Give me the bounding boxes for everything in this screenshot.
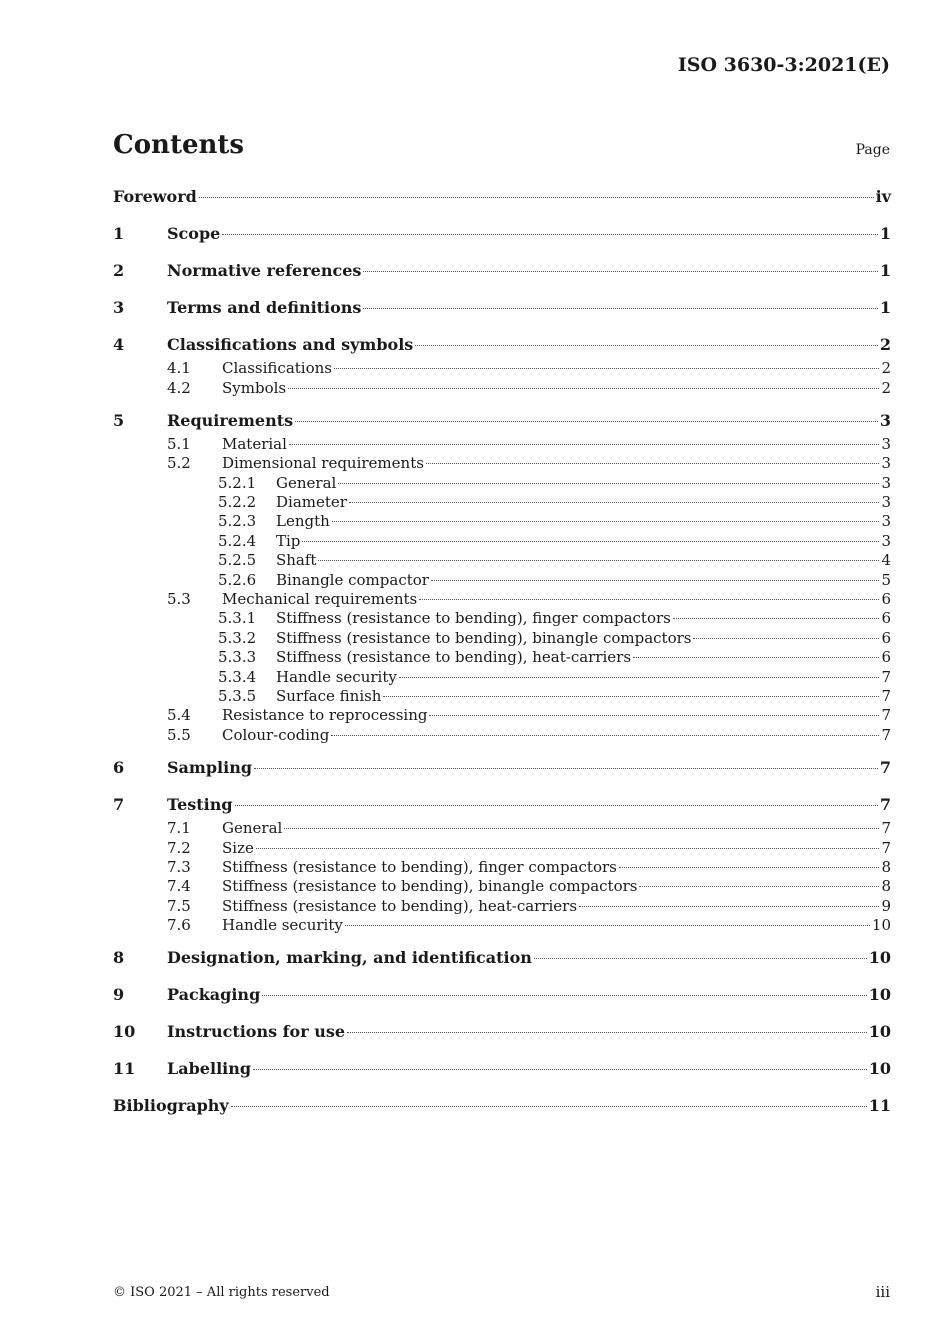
toc-entry[interactable]: [113, 668, 891, 687]
footer-page-number: iii: [875, 1283, 890, 1301]
toc-entry-page[interactable]: 3: [881, 434, 891, 453]
toc-entry-page[interactable]: 8: [881, 857, 891, 876]
toc-entry-number: 5.2.4: [218, 531, 257, 550]
toc-entry-number: 5.2.5: [218, 551, 257, 570]
dot-leader: [383, 696, 879, 697]
toc-entry-page[interactable]: 7: [881, 725, 891, 744]
toc-entry-page[interactable]: 3: [881, 531, 891, 550]
toc-entry[interactable]: [113, 359, 891, 378]
toc-entry-number: 10: [113, 1022, 136, 1042]
toc-entry-title[interactable]: Diameter: [276, 493, 347, 512]
toc-entry-title[interactable]: Bibliography: [113, 1096, 229, 1116]
toc-entry-page[interactable]: 7: [881, 838, 891, 857]
toc-entry-title[interactable]: Packaging: [167, 985, 261, 1005]
toc-entry-number: 1: [113, 223, 125, 243]
dot-leader: [347, 1032, 867, 1033]
toc-entry-page[interactable]: 10: [868, 985, 891, 1005]
dot-leader: [363, 271, 877, 272]
toc-entry[interactable]: [113, 1055, 891, 1083]
toc-entry-page[interactable]: 2: [881, 378, 891, 397]
dot-leader: [363, 308, 877, 309]
toc-entry-number: 7.2: [167, 838, 191, 857]
toc-entry-number: 5.3: [167, 590, 191, 609]
toc-entry-page[interactable]: 10: [868, 948, 891, 968]
toc-entry-number: 8: [113, 948, 125, 968]
toc-entry-page[interactable]: 8: [881, 877, 891, 896]
toc-entry-number: 6: [113, 757, 125, 777]
dot-leader: [399, 677, 880, 678]
toc-entry-number: 5.2.3: [218, 512, 257, 531]
toc-entry-page[interactable]: 11: [868, 1096, 891, 1116]
document-id: ISO 3630-3:2021(E): [677, 54, 890, 76]
toc-entry-page[interactable]: 2: [881, 359, 891, 378]
toc-entry[interactable]: [113, 687, 891, 706]
toc-entry[interactable]: [113, 407, 891, 435]
toc-entry[interactable]: [113, 1092, 891, 1120]
dot-leader: [639, 886, 879, 887]
toc-entry-number: 5.3.2: [218, 628, 257, 647]
toc-entry-number: 2: [113, 260, 125, 280]
dot-leader: [331, 735, 879, 736]
toc-entry-page[interactable]: 10: [871, 916, 891, 935]
page-column-label: Page: [855, 142, 890, 158]
toc-entry-title[interactable]: Requirements: [167, 410, 294, 430]
toc-entry-number: 7.4: [167, 877, 191, 896]
toc-entry-title[interactable]: Labelling: [167, 1059, 252, 1079]
toc-entry[interactable]: [113, 839, 891, 858]
toc-entry[interactable]: [113, 551, 891, 570]
dot-leader: [318, 560, 879, 561]
dot-leader: [262, 995, 866, 996]
dot-leader: [222, 234, 878, 235]
dot-leader: [349, 502, 880, 503]
toc-entry-page[interactable]: 6: [881, 609, 891, 628]
dot-leader: [231, 1106, 867, 1107]
toc-entry-number: 5.2.1: [218, 473, 257, 492]
copyright-notice: © ISO 2021 – All rights reserved: [113, 1285, 330, 1300]
toc-entry-number: 5.2.2: [218, 493, 257, 512]
toc-entry-page[interactable]: 7: [881, 706, 891, 725]
toc-entry-number: 4: [113, 334, 125, 354]
toc-entry-number: 5.3.1: [218, 609, 257, 628]
dot-leader: [256, 848, 880, 849]
dot-leader: [332, 521, 880, 522]
toc-entry[interactable]: [113, 183, 891, 211]
toc-entry-page[interactable]: 3: [881, 454, 891, 473]
contents-title: Contents: [113, 130, 245, 160]
dot-leader: [288, 388, 879, 389]
toc-entry-title[interactable]: Symbols: [222, 378, 287, 397]
toc-entry-number: 7: [113, 794, 125, 814]
toc-entry-title[interactable]: Scope: [167, 223, 221, 243]
dot-leader: [633, 657, 879, 658]
toc-entry-title[interactable]: Size: [222, 838, 254, 857]
dot-leader: [426, 463, 880, 464]
toc-entry-title[interactable]: Length: [276, 512, 330, 531]
toc-entry-page[interactable]: 7: [879, 794, 891, 814]
toc-entry-title[interactable]: Stiffness (resistance to bending), heat-carriers: [222, 896, 578, 915]
toc-entry-title[interactable]: Classifications: [222, 359, 332, 378]
toc-entry-number: 5.3.3: [218, 648, 257, 667]
dot-leader: [419, 599, 879, 600]
toc-entry-page[interactable]: 3: [881, 512, 891, 531]
toc-entry-number: 7.6: [167, 916, 191, 935]
toc-entry-title[interactable]: Material: [222, 434, 287, 453]
toc-entry-title[interactable]: Resistance to reprocessing: [222, 706, 428, 725]
toc-entry-number: 11: [113, 1059, 136, 1079]
toc-entry-title[interactable]: Stiffness (resistance to bending), finger compactors: [276, 609, 671, 628]
toc-entry-title[interactable]: Stiffness (resistance to bending), finger compactors: [222, 857, 617, 876]
dot-leader: [284, 828, 879, 829]
toc-entry[interactable]: [113, 706, 891, 725]
toc-entry-page[interactable]: 7: [881, 686, 891, 705]
toc-entry[interactable]: [113, 629, 891, 648]
toc-entry[interactable]: [113, 571, 891, 590]
toc-entry[interactable]: [113, 512, 891, 531]
toc-entry[interactable]: [113, 791, 891, 819]
toc-entry[interactable]: [113, 858, 891, 877]
dot-leader: [235, 805, 878, 806]
toc-entry[interactable]: [113, 454, 891, 473]
toc-entry-page[interactable]: 6: [881, 590, 891, 609]
toc-entry-title[interactable]: Instructions for use: [167, 1022, 346, 1042]
toc-entry-page[interactable]: 3: [879, 410, 891, 430]
toc-entry[interactable]: [113, 648, 891, 667]
toc-entry-page[interactable]: 2: [879, 334, 891, 354]
toc-entry-title[interactable]: Dimensional requirements: [222, 454, 424, 473]
toc-entry[interactable]: [113, 754, 891, 782]
toc-entry-page[interactable]: 10: [868, 1022, 891, 1042]
toc-entry[interactable]: [113, 532, 891, 551]
dot-leader: [253, 1069, 867, 1070]
toc-entry[interactable]: [113, 331, 891, 359]
toc-entry[interactable]: [113, 981, 891, 1009]
toc-entry[interactable]: [113, 916, 891, 935]
dot-leader: [295, 421, 878, 422]
toc-entry-page[interactable]: 6: [881, 648, 891, 667]
toc-entry-page[interactable]: 7: [881, 667, 891, 686]
toc-entry-title[interactable]: General: [276, 473, 337, 492]
toc-entry-title[interactable]: Handle security: [276, 667, 397, 686]
toc-entry-title[interactable]: Handle security: [222, 916, 343, 935]
toc-entry-title[interactable]: Normative references: [167, 260, 362, 280]
toc-entry-number: 7.1: [167, 819, 191, 838]
dot-leader: [302, 541, 879, 542]
toc-entry-title[interactable]: Binangle compactor: [276, 570, 429, 589]
dot-leader: [415, 345, 878, 346]
toc-entry-title[interactable]: Designation, marking, and identification: [167, 948, 532, 968]
toc-entry-title[interactable]: General: [222, 819, 283, 838]
toc-entry[interactable]: [113, 590, 891, 609]
toc-entry-number: 5: [113, 410, 125, 430]
dot-leader: [534, 958, 867, 959]
toc-entry-page[interactable]: 4: [881, 551, 891, 570]
toc-entry-page[interactable]: 7: [881, 819, 891, 838]
toc-entry-title[interactable]: Mechanical requirements: [222, 590, 418, 609]
dot-leader: [619, 867, 880, 868]
toc-entry-number: 5.3.4: [218, 667, 257, 686]
toc-entry-page[interactable]: 5: [881, 570, 891, 589]
toc-entry-number: 9: [113, 985, 125, 1005]
toc-entry-number: 7.5: [167, 896, 191, 915]
table-of-contents: [113, 183, 891, 1120]
toc-entry-page[interactable]: 1: [879, 223, 891, 243]
toc-entry-title[interactable]: Tip: [276, 531, 301, 550]
dot-leader: [579, 906, 879, 907]
toc-entry-page[interactable]: 1: [879, 297, 891, 317]
toc-entry-number: 4.1: [167, 359, 191, 378]
toc-entry-title[interactable]: Surface finish: [276, 686, 382, 705]
dot-leader: [431, 580, 879, 581]
dot-leader: [338, 483, 879, 484]
toc-entry-number: 5.4: [167, 706, 191, 725]
toc-entry-page[interactable]: 1: [879, 260, 891, 280]
toc-entry-number: 5.1: [167, 434, 191, 453]
toc-entry[interactable]: [113, 1018, 891, 1046]
toc-entry[interactable]: [113, 819, 891, 838]
toc-entry-title[interactable]: Classifications and symbols: [167, 334, 414, 354]
toc-entry[interactable]: [113, 435, 891, 454]
toc-entry[interactable]: [113, 220, 891, 248]
toc-entry-title[interactable]: Sampling: [167, 757, 253, 777]
dot-leader: [334, 368, 879, 369]
toc-entry[interactable]: [113, 726, 891, 745]
toc-entry-page[interactable]: iv: [875, 187, 891, 206]
toc-entry-number: 3: [113, 297, 125, 317]
toc-entry[interactable]: [113, 294, 891, 322]
toc-entry[interactable]: [113, 257, 891, 285]
toc-entry[interactable]: [113, 944, 891, 972]
toc-entry[interactable]: [113, 877, 891, 896]
dot-leader: [693, 638, 879, 639]
dot-leader: [254, 768, 878, 769]
toc-entry[interactable]: [113, 379, 891, 398]
toc-entry-page[interactable]: 3: [881, 473, 891, 492]
toc-entry-page[interactable]: 6: [881, 628, 891, 647]
toc-entry-page[interactable]: 7: [879, 757, 891, 777]
toc-entry-title[interactable]: Stiffness (resistance to bending), heat-carriers: [276, 648, 632, 667]
toc-entry-title[interactable]: Shaft: [276, 551, 317, 570]
toc-entry[interactable]: [113, 609, 891, 628]
toc-entry-page[interactable]: 10: [868, 1059, 891, 1079]
toc-entry-number: 5.3.5: [218, 686, 257, 705]
toc-entry-title[interactable]: Colour-coding: [222, 725, 330, 744]
toc-entry-number: 7.3: [167, 857, 191, 876]
toc-entry[interactable]: [113, 493, 891, 512]
toc-entry-page[interactable]: 9: [881, 896, 891, 915]
dot-leader: [289, 444, 880, 445]
toc-entry-title[interactable]: Terms and definitions: [167, 297, 362, 317]
toc-entry-title[interactable]: Foreword: [113, 187, 197, 206]
dot-leader: [345, 925, 870, 926]
toc-entry-page[interactable]: 3: [881, 493, 891, 512]
toc-entry-title[interactable]: Testing: [167, 794, 233, 814]
toc-entry-number: 4.2: [167, 378, 191, 397]
dot-leader: [199, 197, 874, 198]
toc-entry-number: 5.5: [167, 725, 191, 744]
toc-entry[interactable]: [113, 474, 891, 493]
dot-leader: [429, 715, 879, 716]
toc-entry-title[interactable]: Stiffness (resistance to bending), binangle compactors: [276, 628, 692, 647]
toc-entry-number: 5.2.6: [218, 570, 257, 589]
toc-entry-title[interactable]: Stiffness (resistance to bending), binangle compactors: [222, 877, 638, 896]
toc-entry-number: 5.2: [167, 454, 191, 473]
toc-entry[interactable]: [113, 897, 891, 916]
dot-leader: [673, 618, 880, 619]
